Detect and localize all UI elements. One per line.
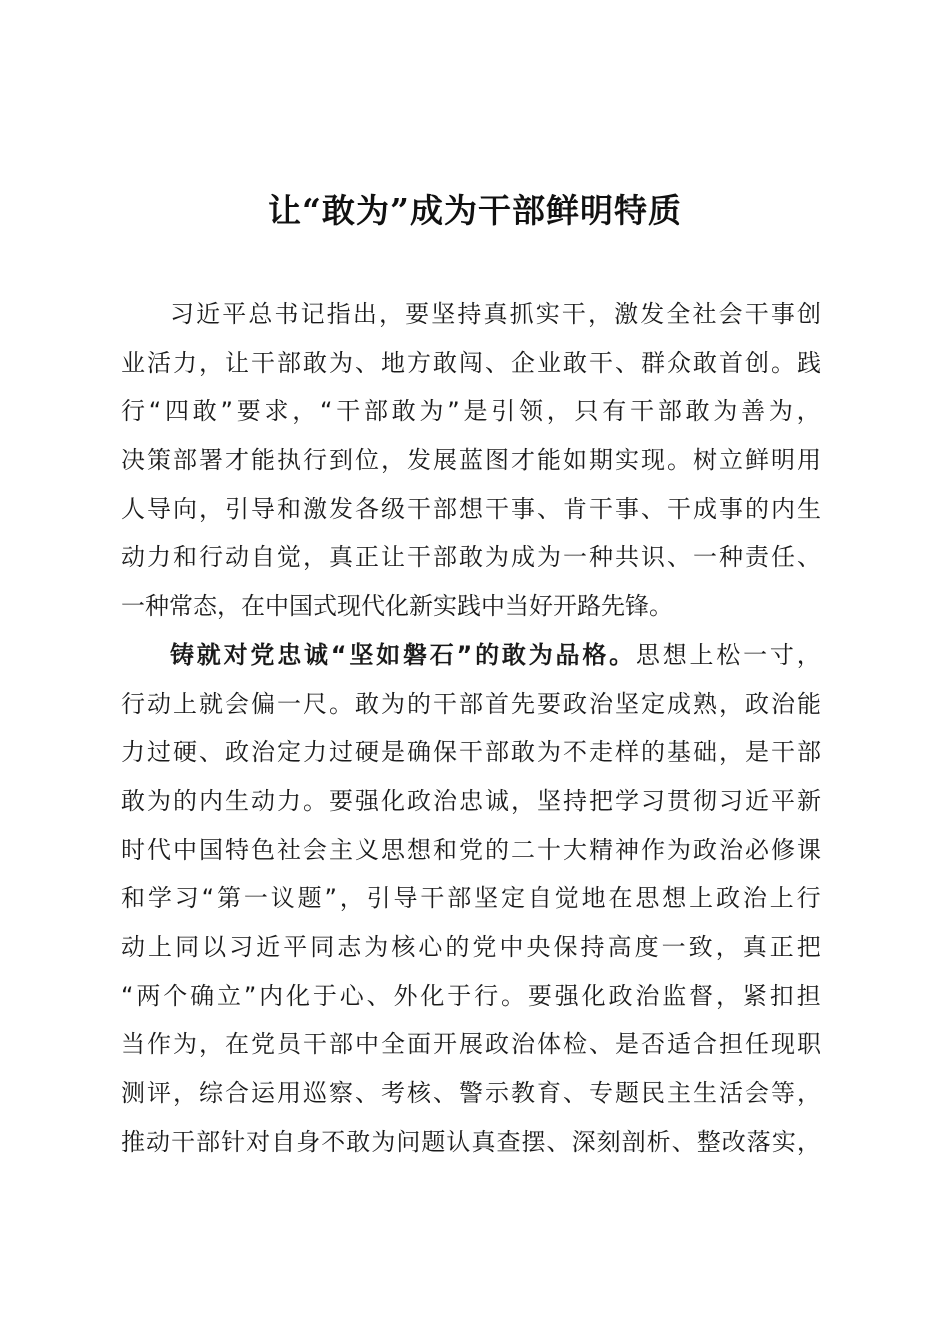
text-line: 行 “ 四 敢 ” 要 求 ， “ 干 部 敢 为 ” 是 引 领 ， 只 有 干 部 敢 为 善 为 ， (121, 397, 821, 426)
text-line: 决 策 部 署 才 能 执 行 到 位 ， 发 展 蓝 图 才 能 如 期 实 现 。 树 立 鲜 明 用 (121, 446, 821, 475)
document-title: 让“敢为”成为干部鲜明特质 (268, 191, 682, 230)
text-line: 当 作 为 ， 在 党 员 干 部 中 全 面 开 展 政 治 体 检 、 是 否 适 合 担 任 现 职 (121, 1030, 821, 1059)
text-line: 敢 为 的 内 生 动 力 。 要 强 化 政 治 忠 诚 ， 坚 持 把 学 习 贯 彻 习 近 平 新 (121, 786, 821, 815)
text-line: 测 评 ， 综 合 运 用 巡 察 、 考 核 、 警 示 教 育 、 专 题 民 主 生 活 会 等 ， (121, 1079, 821, 1107)
text-line: 一 种 常 态 ， 在 中 国 式 现 代 化 新 实 践 中 当 好 开 路 先 锋 。 (121, 592, 673, 621)
text-line: 和 学 习 “ 第 一 议 题 ” ， 引 导 干 部 坚 定 自 觉 地 在 思 想 上 政 治 上 行 (121, 884, 821, 913)
text-line: 时 代 中 国 特 色 社 会 主 义 思 想 和 党 的 二 十 大 精 神 作 为 政 治 必 修 课 (121, 835, 821, 864)
text-line: 动 上 同 以 习 近 平 同 志 为 核 心 的 党 中 央 保 持 高 度 一 致 ， 真 正 把 (121, 932, 821, 961)
text-line: “ 两 个 确 立 ” 内 化 于 心 、 外 化 于 行 。 要 强 化 政 治 监 督 ， 紧 扣 担 (121, 981, 821, 1010)
text-line: 推 动 干 部 针 对 自 身 不 敢 为 问 题 认 真 查 摆 、 深 刻 剖 析 、 整 改 落 实 ， (121, 1127, 821, 1156)
text-line: 业 活 力 ， 让 干 部 敢 为 、 地 方 敢 闯 、 企 业 敢 干 、 群 众 敢 首 创 。 践 (121, 348, 821, 377)
text-line: 习 近 平 总 书 记 指 出 ， 要 坚 持 真 抓 实 干 ， 激 发 全 社 会 干 事 创 (170, 300, 821, 328)
text-line: 行 动 上 就 会 偏 一 尺 。 敢 为 的 干 部 首 先 要 政 治 坚 定 成 熟 ， 政 治 能 (121, 689, 821, 718)
text-line: 动 力 和 行 动 自 觉 ， 真 正 让 干 部 敢 为 成 为 一 种 共 识 、 一 种 责 任 、 (121, 543, 821, 572)
text-line: 铸 就 对 党 忠 诚 “ 坚 如 磐 石 ” 的 敢 为 品 格 。 思 想 上 松 一 寸 ， (170, 640, 821, 669)
text-line: 人 导 向 ， 引 导 和 激 发 各 级 干 部 想 干 事 、 肯 干 事 、 干 成 事 的 内 生 (121, 494, 821, 523)
document-body (121, 290, 821, 1166)
text-line: 力 过 硬 、 政 治 定 力 过 硬 是 确 保 干 部 敢 为 不 走 样 的 基 础 ， 是 干 部 (121, 738, 821, 767)
